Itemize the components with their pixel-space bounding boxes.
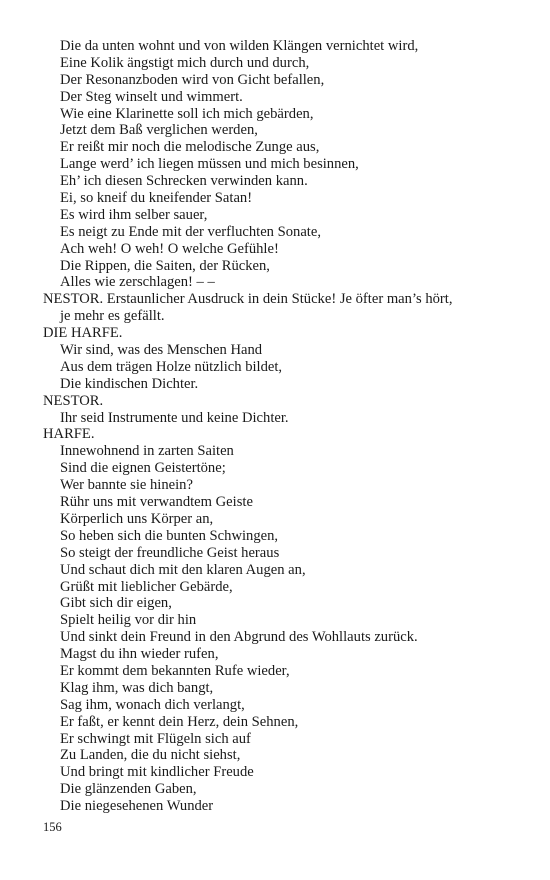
- speaker-line: NESTOR.: [43, 392, 104, 409]
- verse-line: Wer bannte sie hinein?: [60, 477, 193, 494]
- speaker-line: DIE HARFE.: [43, 325, 123, 342]
- verse-line: Zu Landen, die du nicht siehst,: [60, 747, 241, 764]
- verse-line: Es wird ihm selber sauer,: [60, 206, 208, 223]
- verse-line: je mehr es gefällt.: [60, 308, 165, 325]
- verse-line: Er schwingt mit Flügeln sich auf: [60, 730, 251, 747]
- verse-line: Eine Kolik ängstigt mich durch und durch,: [60, 54, 310, 71]
- verse-line: Der Steg winselt und wimmert.: [60, 88, 243, 105]
- speaker-line: NESTOR. Erstaunlicher Ausdruck in dein Stücke! Je öfter man’s hört,: [43, 291, 453, 308]
- verse-line: Die da unten wohnt und von wilden Klängen vernichtet wird,: [60, 38, 419, 54]
- verse-line: Wie eine Klarinette soll ich mich gebärden,: [60, 105, 314, 122]
- verse-line: Rühr uns mit verwandtem Geiste: [60, 494, 253, 511]
- verse-line: Die kindischen Dichter.: [60, 375, 199, 392]
- verse-line: Gibt sich dir eigen,: [60, 595, 172, 612]
- verse-line: Innewohnend in zarten Saiten: [60, 443, 234, 460]
- verse-line: Und bringt mit kindlicher Freude: [60, 764, 254, 781]
- verse-line: Jetzt dem Baß verglichen werden,: [60, 122, 258, 139]
- verse-line: Sag ihm, wonach dich verlangt,: [60, 696, 245, 713]
- verse-line: Die niegesehenen Wunder: [60, 798, 214, 815]
- verse-line: Wir sind, was des Menschen Hand: [60, 342, 263, 359]
- verse-line: Sind die eignen Geistertöne;: [60, 460, 226, 477]
- verse-line: Die Rippen, die Saiten, der Rücken,: [60, 257, 270, 274]
- speaker-line: HARFE.: [43, 426, 95, 443]
- verse-line: Der Resonanzboden wird von Gicht befallen,: [60, 71, 325, 88]
- verse-line: Lange werd’ ich liegen müssen und mich besinnen,: [60, 156, 359, 173]
- verse-line: Ach weh! O weh! O welche Gefühle!: [60, 240, 279, 257]
- verse-line: So steigt der freundliche Geist heraus: [60, 544, 280, 561]
- verse-line: Magst du ihn wieder rufen,: [60, 646, 219, 663]
- verse-line: Ei, so kneif du kneifender Satan!: [60, 190, 253, 207]
- verse-line: Und sinkt dein Freund in den Abgrund des Wohllauts zurück.: [60, 629, 418, 646]
- verse-line: Spielt heilig vor dir hin: [60, 612, 197, 629]
- verse-line: Alles wie zerschlagen! – –: [60, 274, 215, 291]
- text-block: [43, 38, 513, 815]
- verse-line: Aus dem trägen Holze nützlich bildet,: [60, 358, 283, 375]
- verse-line: Es neigt zu Ende mit der verfluchten Sonate,: [60, 223, 321, 240]
- verse-line: Er reißt mir noch die melodische Zunge aus,: [60, 139, 320, 156]
- verse-line: So heben sich die bunten Schwingen,: [60, 527, 279, 544]
- verse-line: Eh’ ich diesen Schrecken verwinden kann.: [60, 173, 308, 190]
- verse-line: Er kommt dem bekannten Rufe wieder,: [60, 662, 290, 679]
- verse-line: Grüßt mit lieblicher Gebärde,: [60, 578, 233, 595]
- verse-line: Klag ihm, was dich bangt,: [60, 679, 214, 696]
- verse-line: Die glänzenden Gaben,: [60, 781, 197, 798]
- verse-line: Körperlich uns Körper an,: [60, 510, 214, 527]
- verse-line: Er faßt, er kennt dein Herz, dein Sehnen,: [60, 713, 299, 730]
- page-number: 156: [43, 820, 62, 834]
- verse-line: Ihr seid Instrumente und keine Dichter.: [60, 409, 289, 426]
- verse-line: Und schaut dich mit den klaren Augen an,: [60, 561, 306, 578]
